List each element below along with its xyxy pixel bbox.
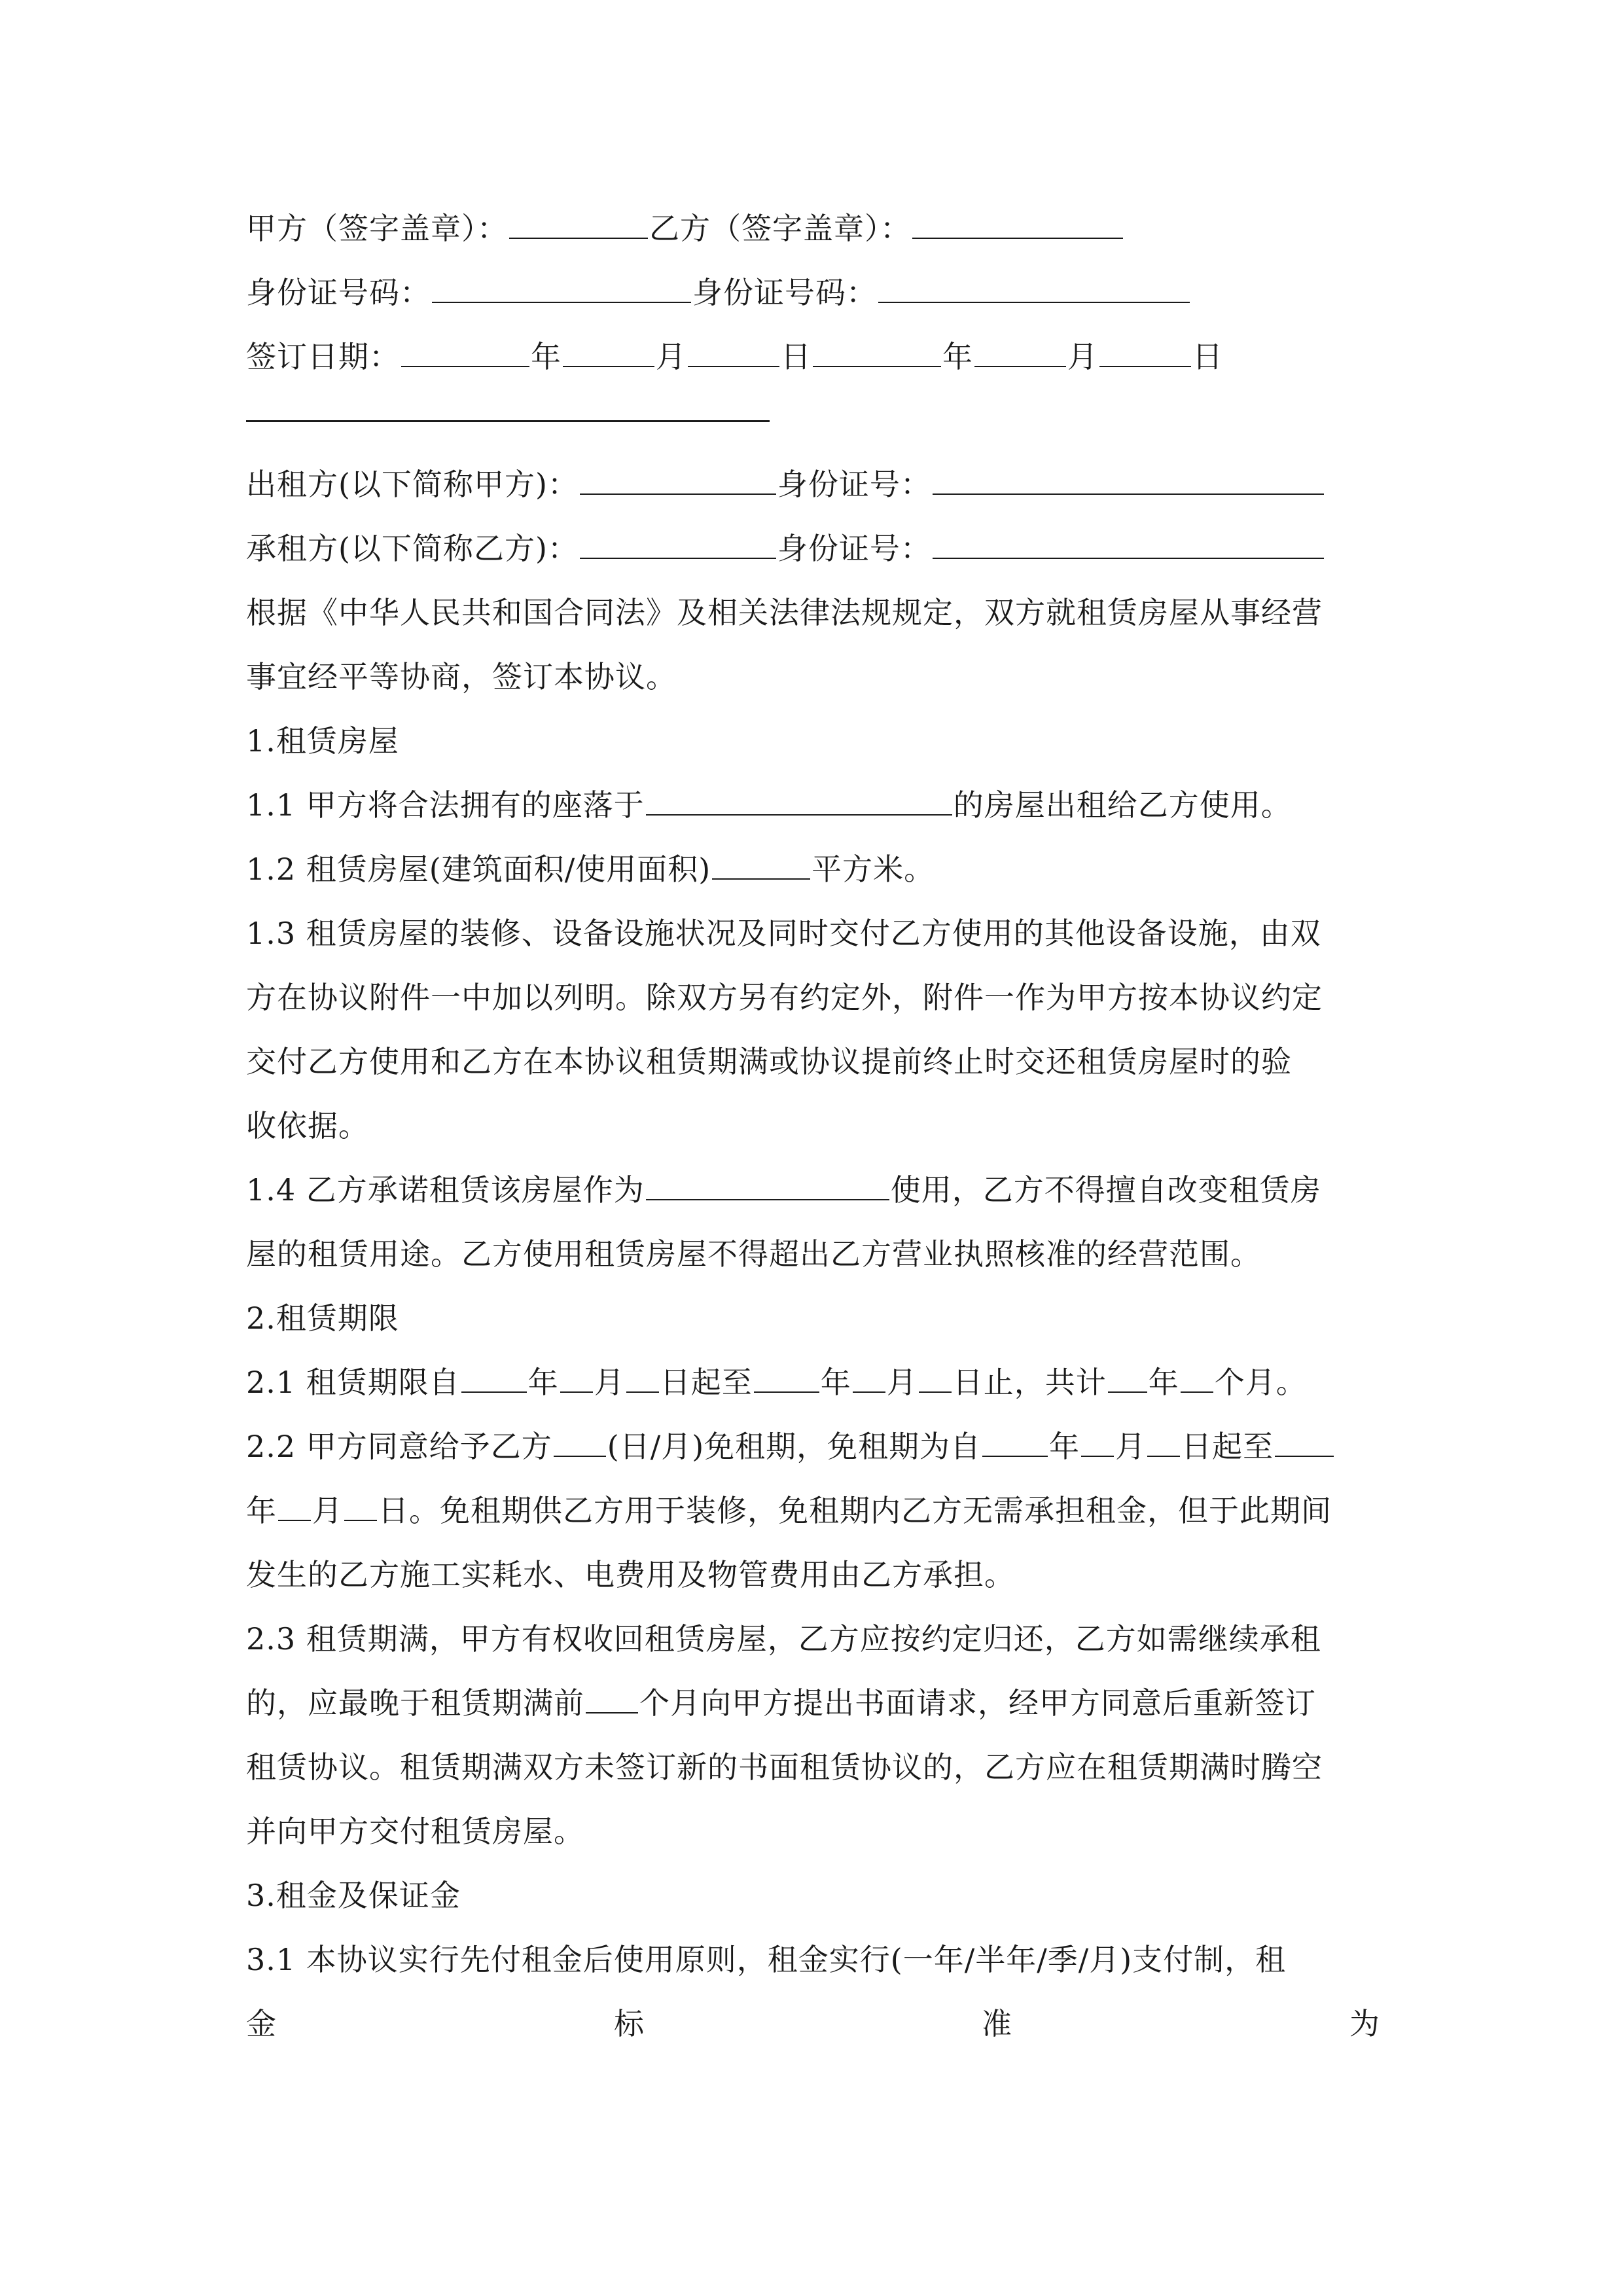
- date-a-year-blank[interactable]: [401, 365, 529, 367]
- intro-line: 事宜经平等协商，签订本协议。: [246, 659, 677, 694]
- clause-2-3: 租赁协议。租赁期满双方未签订新的书面租赁协议的，乙方应在租赁期满时腾空: [246, 1749, 1323, 1785]
- lessor-label: 出租方(以下简称甲方)：: [246, 467, 579, 502]
- free-end-day-blank[interactable]: [344, 1519, 377, 1521]
- clause-text: 个月向甲方提出书面请求，经甲方同意后重新签订: [639, 1685, 1316, 1721]
- lessor-name-blank[interactable]: [580, 493, 776, 495]
- free-end-month-blank[interactable]: [278, 1519, 311, 1521]
- clause-2-2: [246, 1479, 1380, 1543]
- clause-1-4: 屋的租赁用途。乙方使用租赁房屋不得超出乙方营业执照核准的经营范围。: [246, 1236, 1261, 1272]
- end-day-blank[interactable]: [919, 1391, 952, 1393]
- spread-char: 准: [982, 2006, 1012, 2041]
- location-blank[interactable]: [646, 814, 952, 816]
- year-text: 年: [820, 1365, 851, 1400]
- day-text: 日: [952, 1365, 984, 1400]
- clause-text: 使用，乙方不得擅自改变租赁房: [890, 1172, 1321, 1208]
- clause-text: 1.1 甲方将合法拥有的座落于: [246, 787, 645, 823]
- clause-text: 起至: [1212, 1429, 1274, 1464]
- date-b-year-blank[interactable]: [813, 365, 941, 367]
- id-number-line: [246, 260, 1380, 325]
- month-text: 月: [886, 1365, 918, 1400]
- area-blank[interactable]: [712, 878, 810, 880]
- day-text: 日: [1181, 1429, 1213, 1464]
- date-b-month-blank[interactable]: [974, 365, 1066, 367]
- clause-text: 2.2 甲方同意给予乙方: [246, 1429, 552, 1464]
- intro-line: 根据《中华人民共和国合同法》及相关法律法规规定，双方就租赁房屋从事经营: [246, 595, 1323, 630]
- end-year-blank[interactable]: [754, 1391, 819, 1393]
- date-a-day-blank[interactable]: [688, 365, 779, 367]
- clause-3-1: 3.1 本协议实行先付租金后使用原则，租金实行(一年/半年/季/月)支付制，租: [246, 1942, 1287, 1977]
- free-start-month-blank[interactable]: [1081, 1455, 1114, 1457]
- start-year-blank[interactable]: [461, 1391, 527, 1393]
- spread-char: 金: [246, 2006, 276, 2041]
- id-label: 身份证号：: [777, 467, 931, 502]
- id-a-blank[interactable]: [432, 301, 691, 303]
- signature-line: [246, 196, 1380, 260]
- section-title: 2.租赁期限: [246, 1300, 399, 1336]
- start-month-blank[interactable]: [560, 1391, 593, 1393]
- party-b-sign-label: 乙方（签字盖章）：: [649, 211, 911, 246]
- section-title: 3.租金及保证金: [246, 1878, 461, 1913]
- clause-2-3: 2.3 租赁期满，甲方有权收回租赁房屋，乙方应按约定归还，乙方如需继续承租: [246, 1621, 1321, 1657]
- month-text: 月: [1067, 339, 1098, 374]
- clause-1-3: 方在协议附件一中加以列明。除双方另有约定外，附件一作为甲方按本协议约定: [246, 980, 1323, 1015]
- month-text: 月: [594, 1365, 625, 1400]
- id-label: 身份证号：: [777, 531, 931, 566]
- id-b-label: 身份证号码：: [692, 275, 877, 310]
- notice-months-blank[interactable]: [586, 1712, 638, 1713]
- clause-text: 1.4 乙方承诺租赁该房屋作为: [246, 1172, 645, 1208]
- party-b-sign-blank[interactable]: [912, 237, 1123, 239]
- month-text: 月: [312, 1493, 343, 1528]
- total-month-blank[interactable]: [1181, 1391, 1213, 1393]
- clause-text: 个月。: [1214, 1365, 1307, 1400]
- free-days-blank[interactable]: [554, 1455, 606, 1457]
- clause-2-1: [246, 1350, 1380, 1414]
- contract-page: [246, 196, 1380, 2056]
- lessor-id-blank[interactable]: [933, 493, 1324, 495]
- sign-date-line: [246, 325, 1380, 389]
- date-a-month-blank[interactable]: [563, 365, 654, 367]
- clause-text: (日/月)免租期，免租期为自: [607, 1429, 982, 1464]
- free-start-day-blank[interactable]: [1147, 1455, 1180, 1457]
- clause-1-3: 收依据。: [246, 1108, 369, 1143]
- spread-char: 为: [1349, 2006, 1380, 2041]
- id-b-blank[interactable]: [878, 301, 1190, 303]
- clause-3-1-spread: [246, 1992, 1380, 2056]
- separator-rule: [246, 420, 770, 422]
- lessee-id-blank[interactable]: [933, 557, 1324, 559]
- year-text: 年: [1049, 1429, 1080, 1464]
- day-text: 日: [660, 1365, 691, 1400]
- year-text: 年: [1148, 1365, 1179, 1400]
- clause-text: 2.1 租赁期限自: [246, 1365, 460, 1400]
- clause-2-3: 并向甲方交付租赁房屋。: [246, 1814, 584, 1849]
- lessor-line: [246, 452, 1380, 516]
- free-start-year-blank[interactable]: [982, 1455, 1048, 1457]
- month-text: 月: [656, 339, 687, 374]
- clause-text: 平方米。: [812, 852, 935, 887]
- end-month-blank[interactable]: [853, 1391, 885, 1393]
- clause-2-3: [246, 1671, 1380, 1735]
- lessee-name-blank[interactable]: [580, 557, 776, 559]
- date-b-day-blank[interactable]: [1099, 365, 1191, 367]
- party-a-sign-blank[interactable]: [509, 237, 648, 239]
- clause-1-4: [246, 1158, 1380, 1222]
- clause-2-2: 发生的乙方施工实耗水、电费用及物管费用由乙方承担。: [246, 1557, 1015, 1592]
- clause-text: 的，应最晚于租赁期满前: [246, 1685, 584, 1721]
- usage-blank[interactable]: [646, 1198, 889, 1200]
- total-year-blank[interactable]: [1108, 1391, 1147, 1393]
- year-text: 年: [246, 1493, 277, 1528]
- date-label: 签订日期：: [246, 339, 400, 374]
- id-a-label: 身份证号码：: [246, 275, 431, 310]
- day-text: 日: [781, 339, 812, 374]
- clause-1-1: [246, 773, 1380, 837]
- day-text: 日: [378, 1493, 409, 1528]
- clause-text: 止，共计: [983, 1365, 1107, 1400]
- lessee-line: [246, 516, 1380, 581]
- clause-text: 的房屋出租给乙方使用。: [953, 787, 1292, 823]
- year-text: 年: [531, 339, 562, 374]
- year-text: 年: [527, 1365, 559, 1400]
- day-text: 日: [1192, 339, 1223, 374]
- clause-text: 。免租期供乙方用于装修，免租期内乙方无需承担租金，但于此期间: [409, 1493, 1332, 1528]
- party-a-sign-label: 甲方（签字盖章）：: [246, 211, 508, 246]
- clause-2-2: [246, 1414, 1380, 1479]
- year-text: 年: [942, 339, 973, 374]
- clause-text: 1.2 租赁房屋(建筑面积/使用面积): [246, 852, 711, 887]
- clause-1-2: [246, 837, 1380, 901]
- section-title: 1.租赁房屋: [246, 723, 399, 759]
- month-text: 月: [1115, 1429, 1147, 1464]
- clause-1-3: 交付乙方使用和乙方在本协议租赁期满或协议提前终止时交还租赁房屋时的验: [246, 1044, 1292, 1079]
- clause-text: 起至: [690, 1365, 753, 1400]
- free-end-year-blank[interactable]: [1275, 1455, 1334, 1457]
- spread-char: 标: [614, 2006, 644, 2041]
- clause-1-3: 1.3 租赁房屋的装修、设备设施状况及同时交付乙方使用的其他设备设施，由双: [246, 916, 1321, 951]
- lessee-label: 承租方(以下简称乙方)：: [246, 531, 579, 566]
- start-day-blank[interactable]: [626, 1391, 659, 1393]
